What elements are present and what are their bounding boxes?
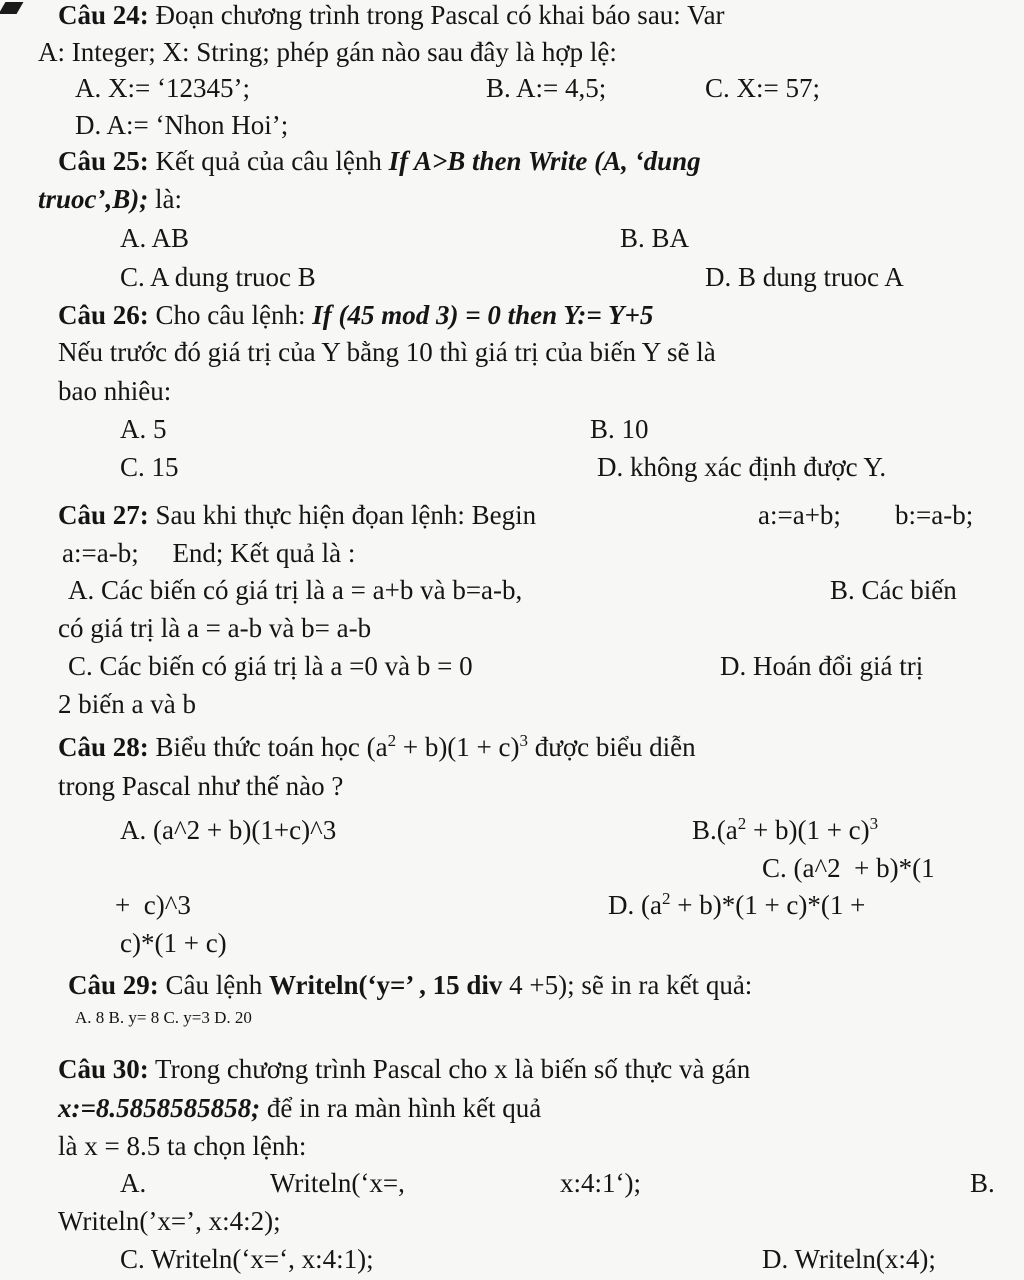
q25-option-a: A. AB [120, 223, 190, 253]
q28-option-b: $B.(a^2 + b)(1 + c)^3$ [692, 814, 879, 845]
q24-label: Câu 24: [58, 0, 149, 30]
q25-option-c: C. A dung truoc B [120, 262, 316, 292]
q27-option-b: B. Các biến [830, 575, 957, 605]
q24-line1: Câu 24: Đoạn chương trình trong Pascal có khai báo sau: Var [58, 0, 725, 30]
q28-option-c: C. (a^2 + b)*(1 [762, 853, 935, 883]
q26-option-d: D. không xác định được Y. [597, 452, 887, 482]
q24-option-c: C. X:= 57; [705, 73, 820, 103]
q24-option-b: B. A:= 4,5; [486, 73, 607, 103]
q28-expression: $(a^2 + b)(1 + c)^3$ [366, 731, 529, 762]
q30-option-a-code: Writeln(‘x=, [270, 1168, 405, 1198]
q29-options: A. 8 B. y= 8 C. y=3 D. 20 [75, 1008, 252, 1027]
q28-option-d: D. $(a^2 + b)*(1 + c)*(1$ + [608, 889, 866, 920]
q29-line1: Câu 29: Câu lệnh Writeln(‘y=’ , 15 div 4 +5); sẽ in ra kết quả: [68, 970, 753, 1000]
q30-label: Câu 30: [58, 1054, 149, 1084]
q26-line3: bao nhiêu: [58, 376, 172, 406]
q27-option-a: A. Các biến có giá trị là a = a+b và b=a-b, [68, 575, 523, 605]
q27-option-d-cont: 2 biến a và b [58, 689, 196, 719]
q27-option-c: C. Các biến có giá trị là a =0 và b = 0 [68, 651, 473, 681]
q30-option-c: C. Writeln(‘x=‘, x:4:1); [120, 1244, 374, 1274]
q25-option-d: D. B dung truoc A [705, 262, 904, 292]
corner-mark [0, 2, 23, 14]
q25-line2: truoc’,B); là: [38, 184, 182, 214]
q27-code-2: b:=a-b; [895, 500, 974, 530]
q28-option-a: A. (a^2 + b)(1+c)^3 [120, 815, 337, 845]
q30-option-d: D. Writeln(x:4); [762, 1244, 936, 1274]
q30-option-a-label: A. [120, 1168, 147, 1198]
q24-option-a: A. X:= ‘12345’; [75, 73, 250, 103]
q26-option-a: A. 5 [120, 414, 167, 444]
q27-option-b-cont: có giá trị là a = a-b và b= a-b [58, 613, 372, 643]
q26-label: Câu 26: [58, 300, 149, 330]
q28-option-d-cont: c)*(1 + c) [120, 928, 227, 958]
q27-code-1: a:=a+b; [758, 500, 841, 530]
q28-line1: Câu 28: Biểu thức toán học $(a^2 + b)(1 + c)^3$ được biểu diễn [58, 731, 696, 762]
q30-option-b-label: B. [970, 1168, 995, 1198]
q30-line3: là x = 8.5 ta chọn lệnh: [58, 1131, 307, 1161]
q27-label: Câu 27: [58, 500, 149, 530]
q25-option-b: B. BA [620, 223, 690, 253]
q26-option-b: B. 10 [590, 414, 649, 444]
q27-line1: Câu 27: Sau khi thực hiện đọan lệnh: Begin [58, 500, 537, 530]
q30-line2: x:=8.5858585858; để in ra màn hình kết quả [58, 1093, 542, 1123]
q26-option-c: C. 15 [120, 452, 179, 482]
q30-line1: Câu 30: Trong chương trình Pascal cho x là biến số thực và gán [58, 1054, 751, 1084]
q25-label: Câu 25: [58, 146, 149, 176]
q28-line2: trong Pascal như thế nào ? [58, 771, 344, 801]
q27-line2: a:=a-b; End; Kết quả là : [62, 538, 356, 568]
q26-line1: Câu 26: Cho câu lệnh: If (45 mod 3) = 0 then Y:= Y+5 [58, 300, 654, 330]
q25-line1: Câu 25: Kết quả của câu lệnh If A>B then Write (A, ‘dung [58, 146, 701, 176]
q27-option-d: D. Hoán đổi giá trị [720, 651, 924, 681]
q29-label: Câu 29: [68, 970, 159, 1000]
q24-option-d: D. A:= ‘Nhon Hoi’; [75, 110, 289, 140]
q26-line2: Nếu trước đó giá trị của Y bằng 10 thì giá trị của biến Y sẽ là [58, 337, 716, 367]
q28-option-c-cont: + c)^3 [115, 890, 191, 920]
q30-option-b-code: Writeln(’x=’, x:4:2); [58, 1206, 281, 1236]
q28-label: Câu 28: [58, 732, 149, 762]
q24-line2: A: Integer; X: String; phép gán nào sau đây là hợp lệ: [38, 37, 617, 67]
q30-option-a-format: x:4:1‘); [560, 1168, 641, 1198]
